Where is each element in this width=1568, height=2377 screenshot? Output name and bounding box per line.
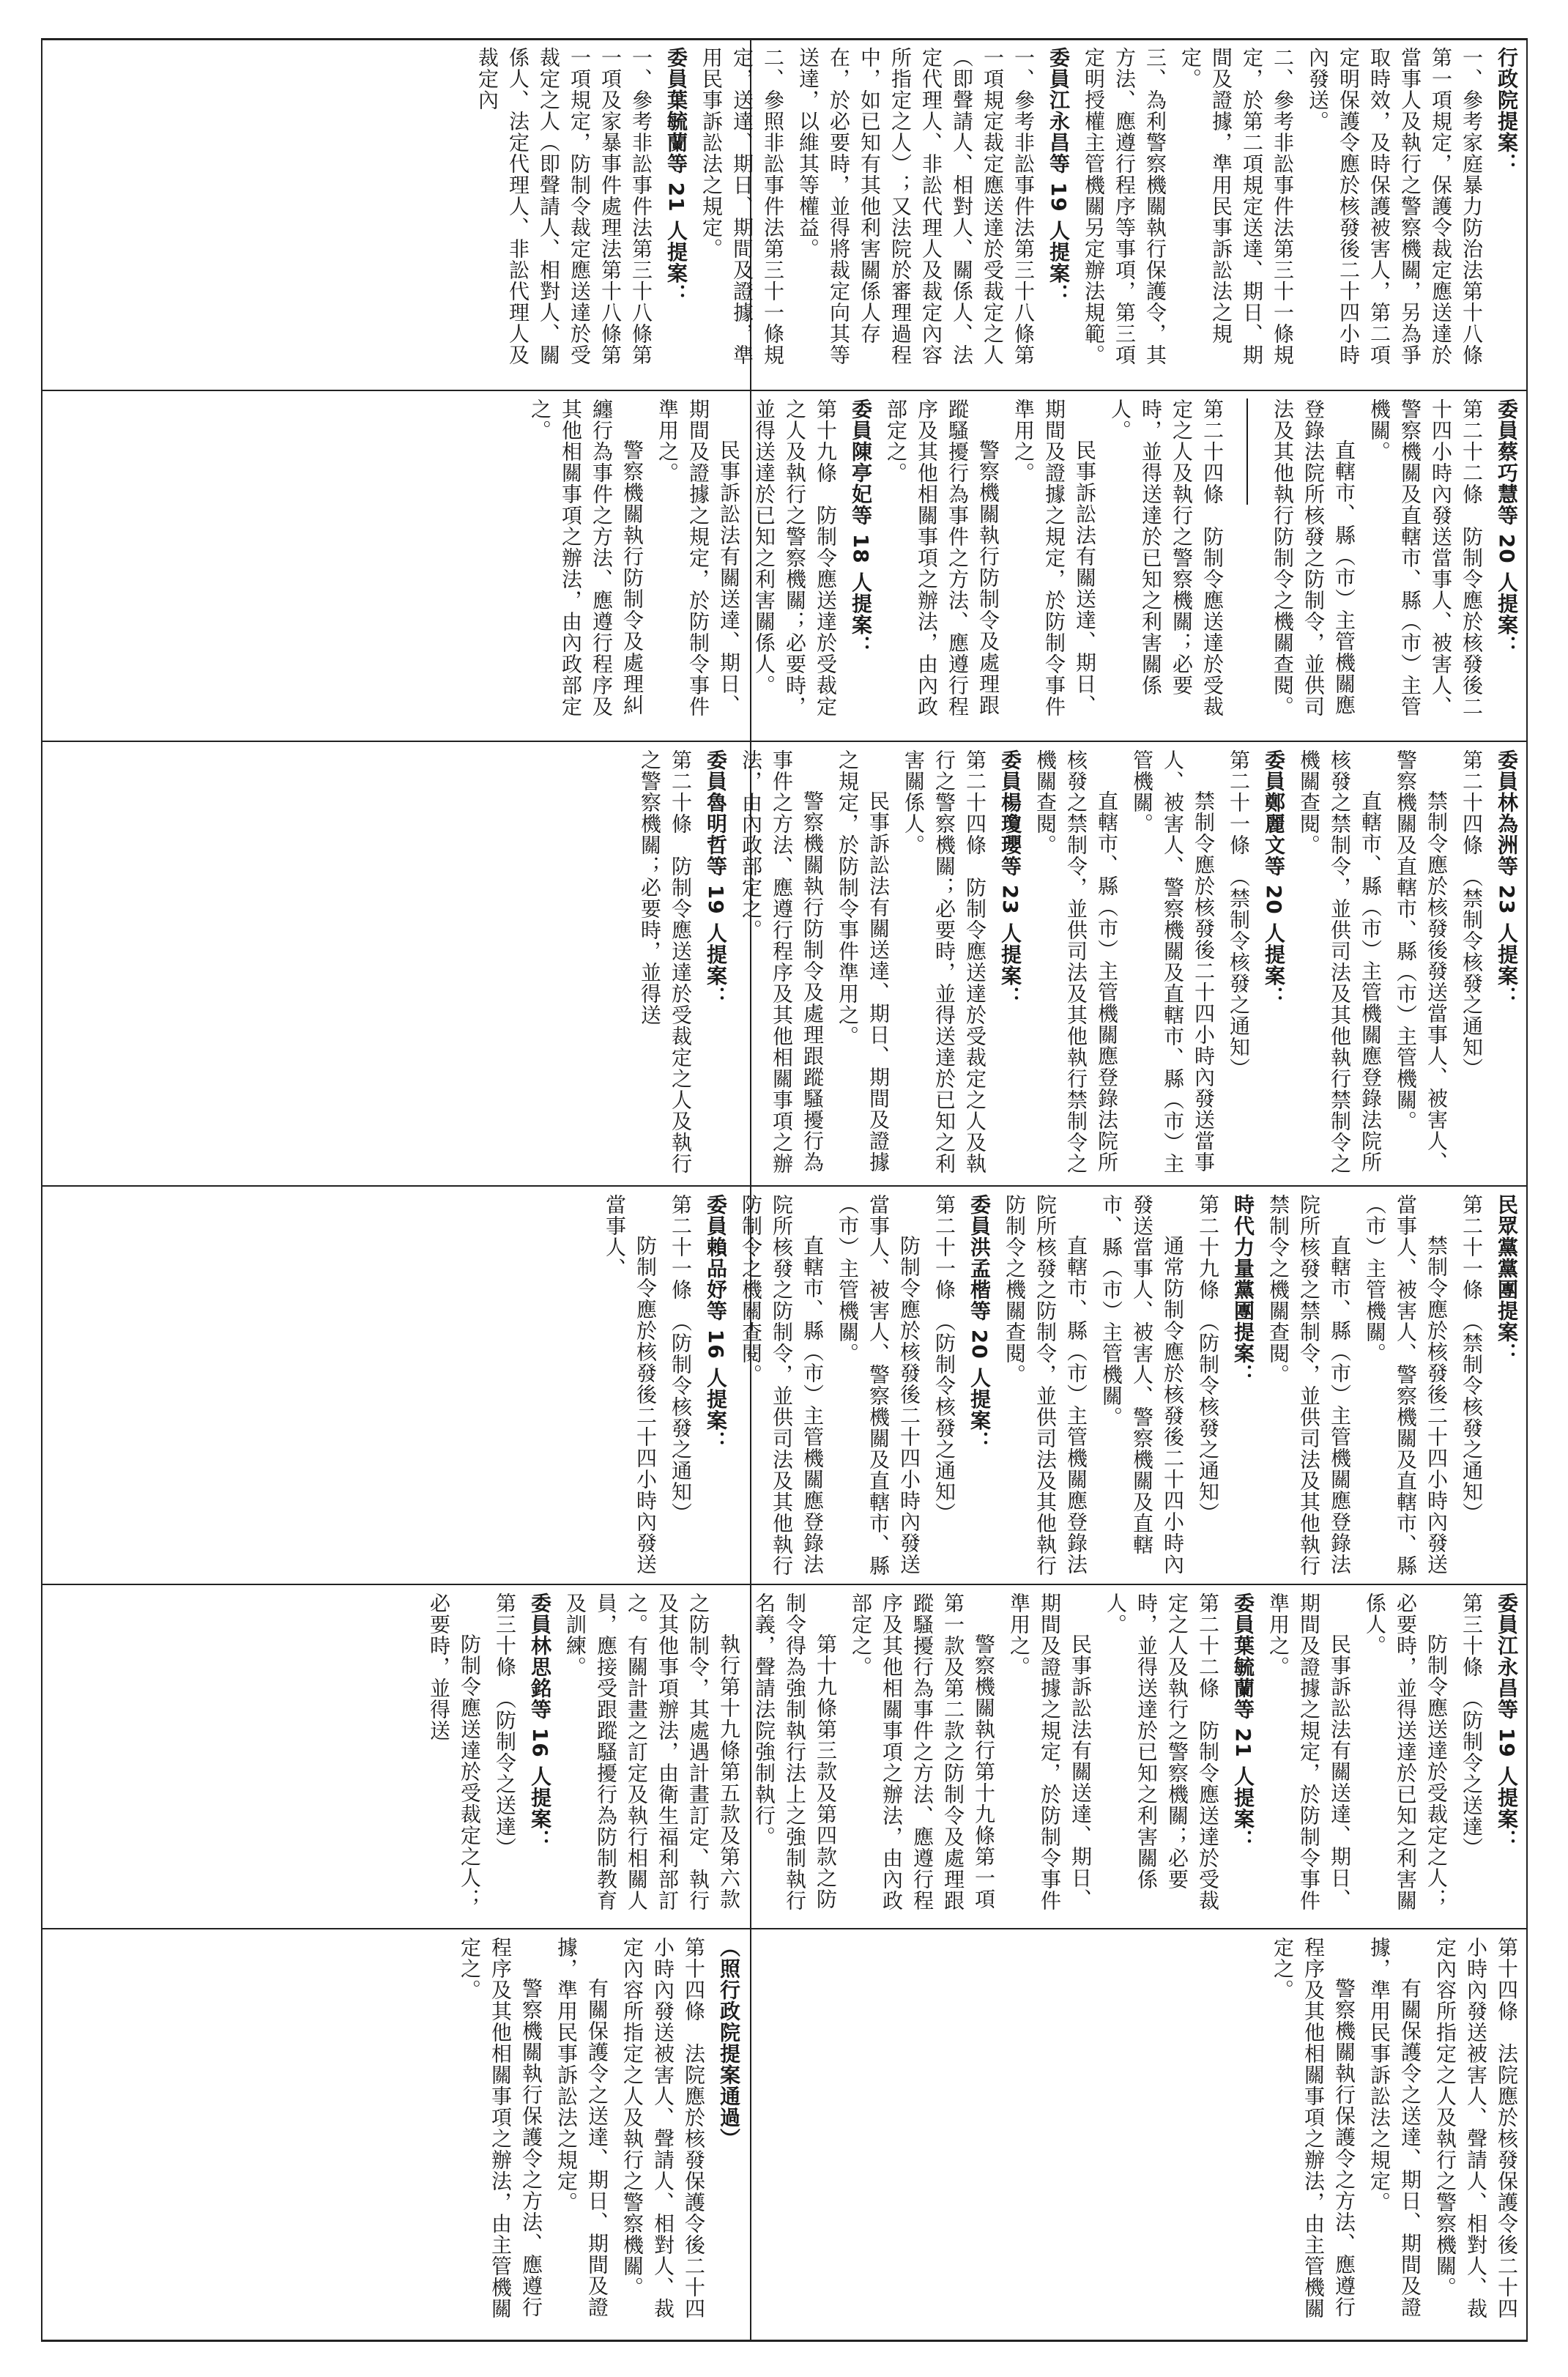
paragraph: 二、參照非訟事件法第三十一條規定，送達、期日、期間及證據，準用民事訴訟法之規定。 bbox=[699, 47, 785, 366]
paragraph: 第二十一條 （防制令核發之通知） bbox=[932, 1194, 956, 1524]
paragraph: 民事訴訟法有關送達、期日、期間及證據之規定，於防制令事件準用之。 bbox=[836, 749, 891, 1173]
paragraph: 直轄市、縣（市）主管機關應登錄法院所核發之防制令，並供司法及其他執行防制令之機關查閱。 bbox=[1003, 1194, 1088, 1576]
paragraph: 民事訴訟法有關送達、期日、期間及證據之規定，於防制令事件準用之。 bbox=[1266, 1592, 1352, 1911]
paragraph: 第三十條 （防制令之送達） bbox=[493, 1592, 517, 1858]
proposal-heading: 民眾黨黨團提案： bbox=[1495, 1194, 1519, 1364]
column-tpp-caucus bbox=[603, 1187, 1526, 1582]
paragraph: 禁制令應於核發後二十四小時內發送當事人、被害人、警察機關及直轄市、縣（市）主管機關。 bbox=[1363, 1194, 1449, 1576]
paragraph: 有關保護令之送達、期日、期間及證據，準用民事訴訟法之規定。 bbox=[554, 1937, 609, 2318]
proposal-heading: 委員洪孟楷等 20 人提案： bbox=[967, 1194, 992, 1453]
paragraph: 第二十四條 （禁制令核發之通知） bbox=[1460, 749, 1484, 1079]
paragraph: 第二十一條 （禁制令核發之通知） bbox=[1227, 749, 1251, 1079]
paragraph: 防制令應於核發後二十四小時內發送當事人、 bbox=[603, 1194, 658, 1575]
proposal-heading: 委員蔡巧慧等 20 人提案： bbox=[1495, 398, 1519, 657]
paragraph: 直轄市、縣（市）主管機關應登錄法院所核發之禁制令，並供司法及其他執行禁制令之機關查閱。 bbox=[1266, 1194, 1352, 1576]
paragraph: 民事訴訟法有關送達、期日、期間及證據之規定，於防制令事件準用之。 bbox=[1007, 1592, 1093, 1911]
paragraph: 第十九條 防制令應送達於受裁定之人及執行之警察機關；必要時，並得送達於已知之利害關係人。 bbox=[752, 398, 838, 717]
column-lin-weizhou bbox=[638, 742, 1526, 1184]
proposal-heading: 委員楊瓊瓔等 23 人提案： bbox=[998, 749, 1022, 1008]
paragraph: 警察機關執行保護令之方法、應遵行程序及其他相關事項之辦法，由主管機關定之。 bbox=[458, 1937, 543, 2319]
paragraph: 有關保護令之送達、期日、期間及證據，準用民事訴訟法之規定。 bbox=[1367, 1937, 1422, 2318]
proposal-heading: 委員江永昌等 19 人提案： bbox=[1495, 1592, 1519, 1851]
paragraph: 第二十一條 （禁制令核發之通知） bbox=[1460, 1194, 1484, 1524]
paragraph: 警察機關執行第十九條第一項第一款及第二款之防制令及處理跟蹤騷擾行為事件之方法、應遵行程序及其他相關事項之辦法，由內政部定之。 bbox=[849, 1592, 996, 1911]
paragraph: 民事訴訟法有關送達、期日、期間及證據之規定，於防制令事件準用之。 bbox=[1011, 398, 1097, 717]
column-cai-qiaohui bbox=[528, 391, 1526, 739]
paragraph: 第二十九條 （防制令核發之通知） bbox=[1196, 1194, 1220, 1524]
paragraph: 第二十四條 防制令應送達於受裁定之人及執行之警察機關；必要時，並得送達於已知之利害關係人。 bbox=[902, 749, 987, 1174]
column-executive-yuan bbox=[475, 40, 1526, 388]
proposal-heading: 行政院提案： bbox=[1495, 47, 1519, 174]
paragraph: 警察機關執行防制令及處理跟蹤騷擾行為事件之方法、應遵行程序及其他相關事項之辦法，由內政部定之。 bbox=[739, 749, 825, 1174]
paragraph: 防制令應送達於受裁定之人；必要時，並得送達於已知之利害關係人。 bbox=[1363, 1592, 1449, 1911]
paragraph: 第二十二條 防制令應於核發後二十四小時內發送當事人、被害人、警察機關及直轄市、縣（市）主管機關。 bbox=[1367, 398, 1484, 717]
paragraph: 第十九條第三款及第四款之防制令得為強制執行法上之強制執行名義，聲請法院強制執行。 bbox=[752, 1592, 838, 1911]
paragraph: 一、參考家庭暴力防治法第十八條第一項規定，保護令裁定應送達於當事人及執行之警察機關，另為爭取時效，及時保護被害人，第二項定明保護令應於核發後二十四小時內發送。 bbox=[1306, 47, 1484, 366]
paragraph: 一、參考非訟事件法第三十八條第一項規定裁定應送達於受裁定之人（即聲請人、相對人、關係人、法定代理人、非訟代理人及裁定內容所指定之人）；又法院於審理過程中，如已知有其他利害關係人存在，於必要時，並得將裁定向其等送達，以維其等權益。 bbox=[796, 47, 1036, 366]
paragraph: 直轄市、縣（市）主管機關應登錄法院所核發之防制令，並供司法及其他執行防制令之機關查閱。 bbox=[739, 1194, 825, 1576]
proposal-heading: 委員陳亭妃等 18 人提案： bbox=[849, 398, 873, 657]
proposal-heading: 委員鄭麗文等 20 人提案： bbox=[1262, 749, 1286, 1008]
paragraph: 第十四條 法院應於核發保護令後二十四小時內發送被害人、聲請人、相對人、裁定內容所指定之人及執行之警察機關。 bbox=[1433, 1937, 1519, 2319]
paragraph: 警察機關執行防制令及處理糾纏行為事件之方法、應遵行程序及其他相關事項之辦法，由內政部定之。 bbox=[528, 398, 644, 717]
paragraph: 直轄市、縣（市）主管機關應登錄法院所核發之禁制令，並供司法及其他執行禁制令之機關查閱。 bbox=[1297, 749, 1383, 1174]
proposal-heading: 委員魯明哲等 19 人提案： bbox=[704, 749, 728, 1008]
paragraph: 第二十條 防制令應送達於受裁定之人及執行之警察機關；必要時，並得送 bbox=[638, 749, 693, 1174]
proposal-heading: 委員江永昌等 19 人提案： bbox=[1047, 47, 1071, 305]
proposal-heading: 委員林思銘等 16 人提案： bbox=[528, 1592, 552, 1851]
proposal-heading: 委員葉毓蘭等 21 人提案： bbox=[1231, 1592, 1255, 1851]
paragraph: 第二十四條 防制令應送達於受裁定之人及執行之警察機關；必要時，並得送達於已知之利害關係人。 bbox=[1108, 398, 1225, 717]
paragraph: 直轄市、縣（市）主管機關應登錄法院所核發之禁制令，並供司法及其他執行禁制令之機關查閱。 bbox=[1033, 749, 1119, 1174]
proposal-heading: 時代力量黨團提案： bbox=[1231, 1194, 1255, 1385]
paragraph: 執行第十九條第五款及第六款之防制令，其處遇計畫訂定、執行及其他事項辦法，由衛生福利部訂之。有關計畫之訂定及執行相關人員，應接受跟蹤騷擾行為防制教育及訓練。 bbox=[563, 1592, 741, 1911]
column-current-law bbox=[751, 1929, 1526, 2340]
paragraph: 直轄市、縣（市）主管機關應登錄法院所核發之防制令，並供司法及其他執行防制令之機關查閱。 bbox=[1271, 398, 1356, 717]
paragraph: 第二十一條 （防制令核發之通知） bbox=[669, 1194, 693, 1524]
paragraph: 三、為利警察機關執行保護令，其方法、應遵行程序等事項，第三項定明授權主管機關另定辦法規範。 bbox=[1082, 47, 1167, 366]
paragraph: 禁制令應於核發後發送當事人、被害人、警察機關及直轄市、縣（市）主管機關。 bbox=[1394, 749, 1449, 1173]
proposal-heading: 委員林為洲等 23 人提案： bbox=[1495, 749, 1519, 1008]
paragraph: 第十四條 法院應於核發保護令後二十四小時內發送被害人、聲請人、相對人、裁定內容所指定之人及執行之警察機關。 bbox=[620, 1937, 706, 2319]
paragraph: 防制令應送達於受裁定之人；必要時，並得送 bbox=[427, 1592, 482, 1910]
proposal-heading: 委員葉毓蘭等 21 人提案： bbox=[664, 47, 688, 305]
paragraph: 二、參考非訟事件法第三十一條規定，於第二項規定送達、期日、期間及證據，準用民事訴訟法之規定。 bbox=[1178, 47, 1295, 366]
paragraph: 警察機關執行保護令之方法、應遵行程序及其他相關事項之辦法，由主管機關定之。 bbox=[1271, 1937, 1356, 2319]
divider-line bbox=[1232, 398, 1263, 735]
column-resolution bbox=[42, 1929, 748, 2340]
paragraph: 通常防制令應於核發後二十四小時內發送當事人、被害人、警察機關及直轄市、縣（市）主管機關。 bbox=[1099, 1194, 1185, 1575]
column-jiang-yongchang bbox=[427, 1585, 1526, 1927]
paragraph: 一、參考非訟事件法第三十八條第一項及家暴事件處理法第十八條第一項規定，防制令裁定應送達於受裁定之人（即聲請人、相對人、關係人、法定代理人、非訟代理人及裁定內 bbox=[475, 47, 653, 366]
paragraph: 第三十條 （防制令之送達） bbox=[1460, 1592, 1484, 1858]
proposal-heading: 委員賴品妤等 16 人提案： bbox=[704, 1194, 728, 1453]
paragraph: 防制令應於核發後二十四小時內發送當事人、被害人、警察機關及直轄市、縣（市）主管機關。 bbox=[836, 1194, 921, 1576]
paragraph: 警察機關執行防制令及處理跟蹤騷擾行為事件之方法、應遵行程序及其他相關事項之辦法，由內政部定之。 bbox=[884, 398, 1000, 717]
proposal-heading: （照行政院提案通過） bbox=[717, 1937, 741, 2149]
paragraph: 第二十二條 防制令應送達於受裁定之人及執行之警察機關；必要時，並得送達於已知之利害關係人。 bbox=[1104, 1592, 1220, 1911]
paragraph: 禁制令應於核發後二十四小時內發送當事人、被害人、警察機關及直轄市、縣（市）主管機關。 bbox=[1130, 749, 1216, 1174]
paragraph: 民事訴訟法有關送達、期日、期間及證據之規定，於防制令事件準用之。 bbox=[655, 398, 741, 717]
